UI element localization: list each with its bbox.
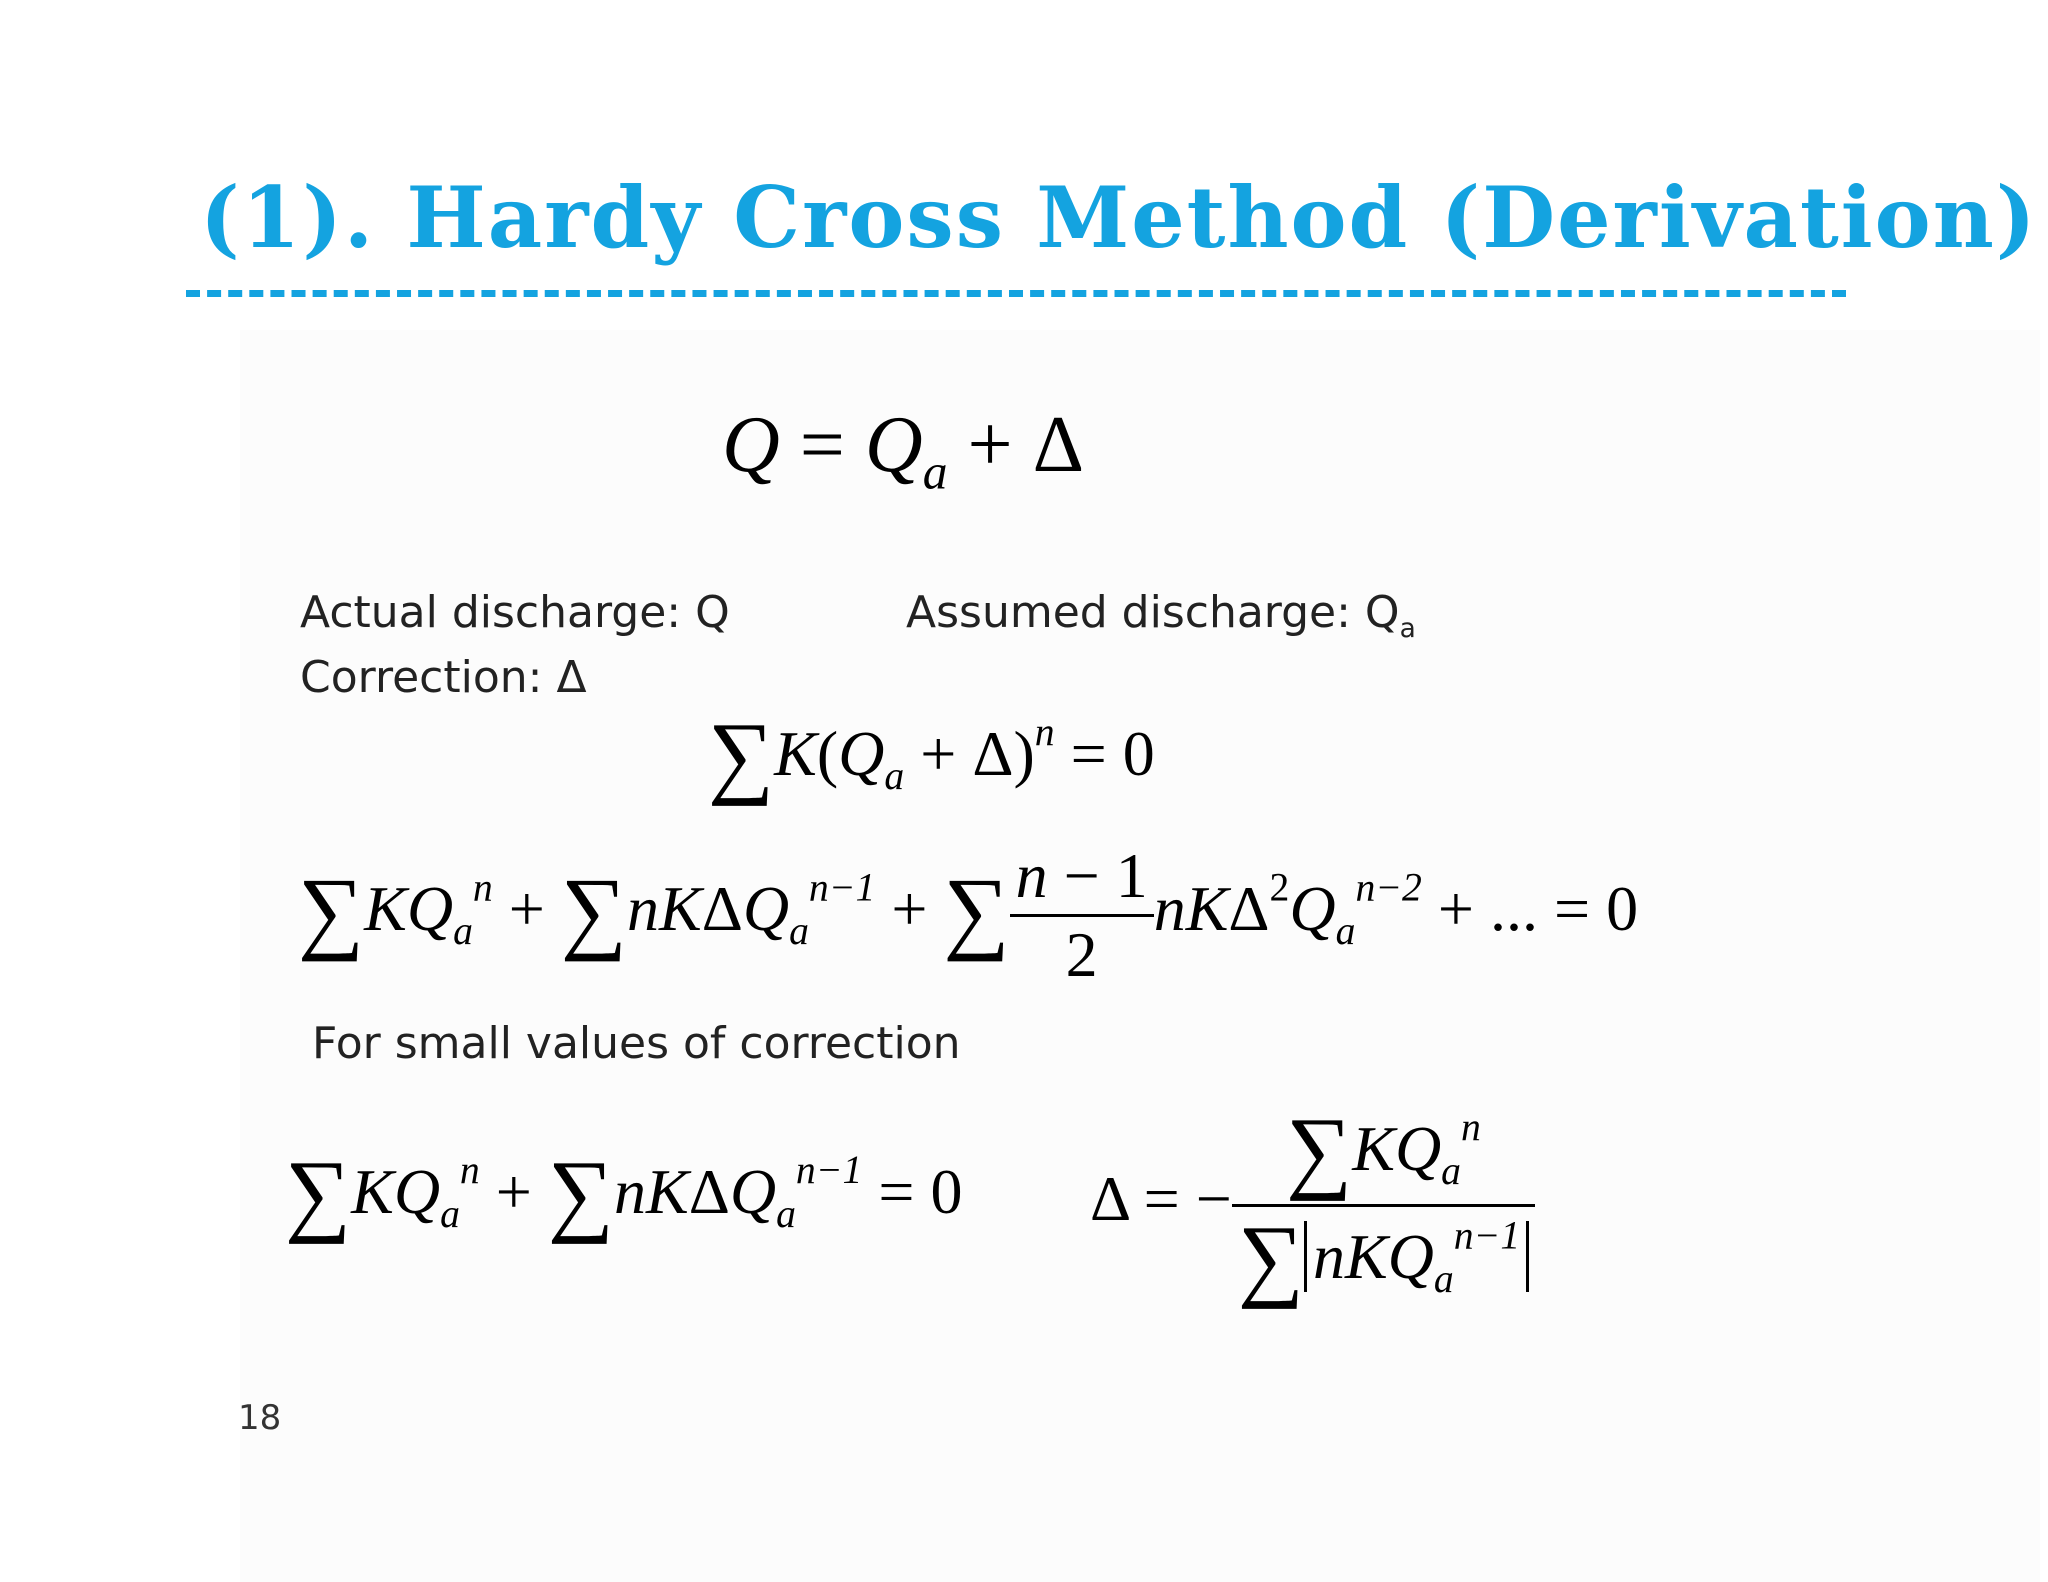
slide-title: (1). Hardy Cross Method (Derivation) <box>200 168 2038 267</box>
equation-linearized: $\sum KQ_a^n + \sum nK\Delta Q_a^{n-1} = 0$ <box>285 1142 963 1245</box>
fraction-correction: $\frac{\sum KQ_a^n}{\sum nKQ_a^{n-1}}$ <box>1232 1105 1535 1306</box>
label-small-values: For small values of correction <box>312 1018 961 1069</box>
label-assumed-subscript: a <box>1399 612 1416 644</box>
label-correction: Correction: Δ <box>300 652 587 703</box>
label-actual-discharge: Actual discharge: Q <box>300 587 730 638</box>
label-assumed-discharge <box>906 587 1416 644</box>
page-number: 18 <box>238 1398 282 1438</box>
title-divider <box>186 290 1846 297</box>
equation-correction-formula: Δ = − $\frac{\sum KQ_a^n}{\sum nKQ_a^{n-1}}$ <box>1090 1105 1535 1306</box>
fraction-coefficient: $\frac{n - 1}{2}$ <box>1010 844 1154 987</box>
equation-taylor-series: $\sum KQ_a^n + \sum nK\Delta Q_a^{n-1}$ + ∑ $\frac{n - 1}{2}$ $nK\Delta^2Q_a^{n-2}$ + ... = 0 <box>298 840 1639 990</box>
label-assumed-text: Assumed discharge: Q <box>906 587 1400 638</box>
equation-definition: $Q = Q_a + \Delta$ <box>722 401 1085 500</box>
equation-sum-expansion: $\sum K(Q_a + \Delta)^n = 0$ <box>708 704 1155 807</box>
